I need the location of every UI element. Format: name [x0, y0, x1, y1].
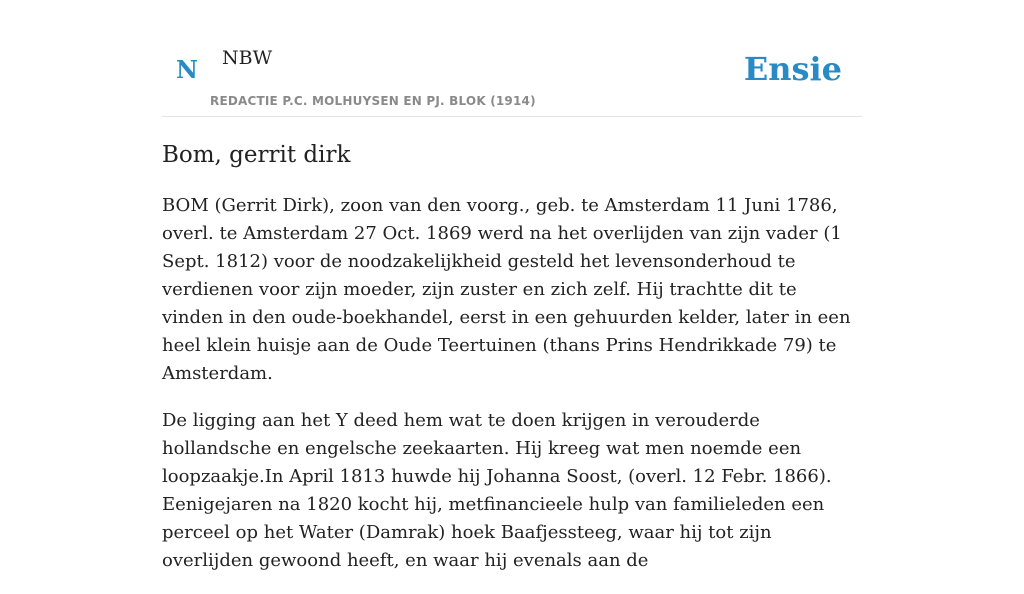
article-body	[162, 192, 862, 594]
article-paragraph: BOM (Gerrit Dirk), zoon van den voorg., geb. te Amsterdam 11 Juni 1786, overl. te Amsterdam 27 Oct. 1869 werd na het overlijden van zijn vader (1 Sept. 1812) voor de noodzakelijkheid gesteld het levensonderhoud te verdienen voor zijn moeder, zijn zuster en zich zelf. Hij trachtte dit te vinden in den oude-boekhandel, eerst in een gehuurden kelder, later in een heel klein huisje aan de Oude Teertuinen (thans Prins Hendrikkade 79) te Amsterdam.	[162, 195, 851, 384]
source-logo[interactable]: N	[176, 55, 198, 84]
site-header	[162, 0, 862, 117]
article-paragraph: De ligging aan het Y deed hem wat te doen krijgen in verouderde hollandsche en engelsche zeekaarten. Hij kreeg wat men noemde een loopzaakje.In April 1813 huwde hij Johanna Soost, (overl. 12 Febr. 1866). Eenigejaren na 1820 kocht hij, metfinancieele hulp van familieleden een perceel op het Water (Damrak) hoek Baafjessteeg, waar hij tot zijn overlijden gewoond heeft, en waar hij evenals aan de	[162, 410, 832, 571]
article-title: Bom, gerrit dirk	[162, 142, 351, 168]
source-subtitle: REDACTIE P.C. MOLHUYSEN EN PJ. BLOK (1914)	[210, 94, 536, 108]
brand-logo[interactable]: Ensie	[743, 50, 842, 88]
source-name[interactable]: NBW	[222, 47, 273, 69]
